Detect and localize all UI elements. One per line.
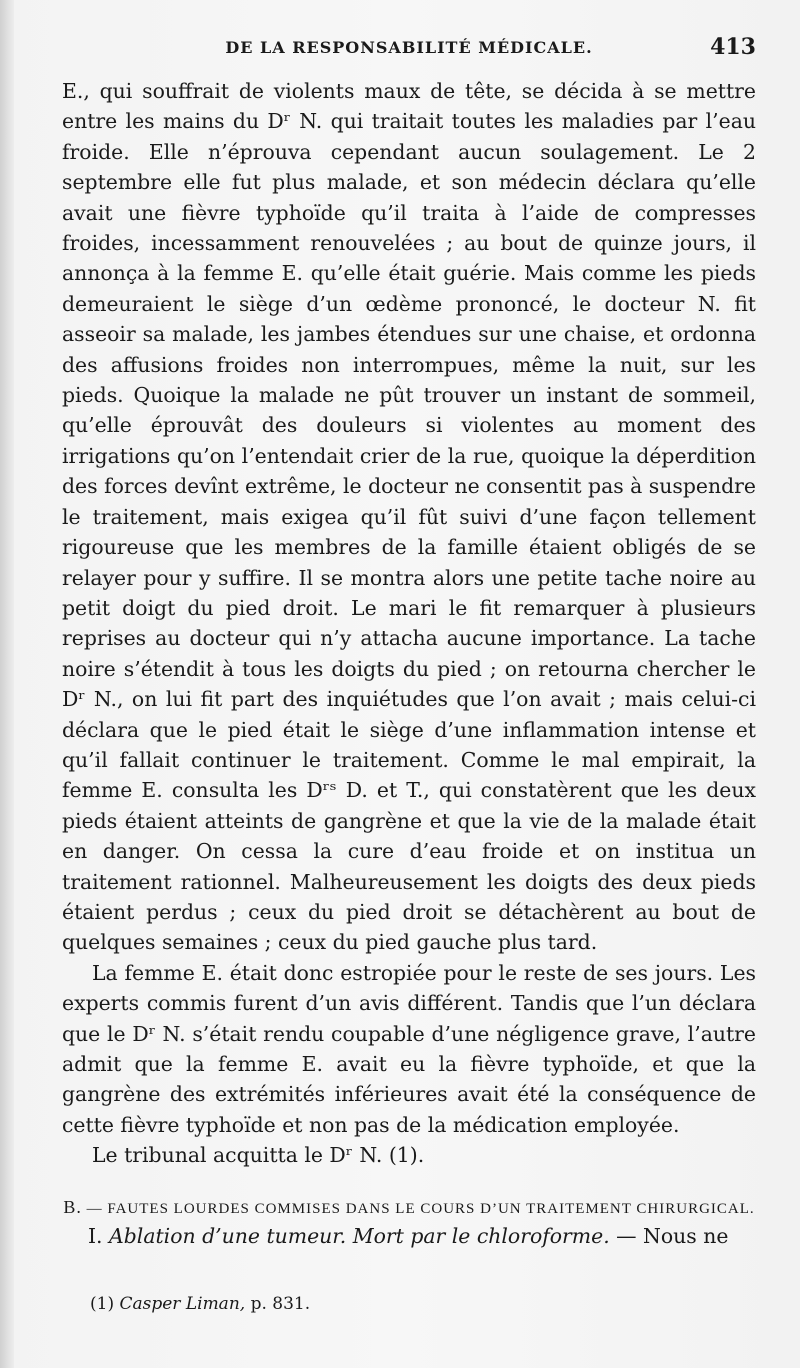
paragraph-expert-opinions: La femme E. était donc estropiée pour le reste de ses jours. Les experts commis furent d’un avis différent. Tandis que l’un déclara que le Dʳ N. s’était rendu coupable d’une négligence grave, l’autre admit que la femme E. avait eu la fièvre typhoïde, et que la gangrène des extrémités inférieures avait été la conséquence de cette fièvre typhoïde et non pas de la médication employée.	[62, 960, 756, 1137]
page-header	[62, 36, 756, 64]
footnote-marker: (1)	[90, 1294, 115, 1314]
paragraph-verdict: Le tribunal acquitta le Dʳ N. (1).	[92, 1143, 425, 1168]
paragraph-case-description: E., qui souffrait de violents maux de tête, se décida à se mettre entre les mains du Dʳ N. qui traitait toutes les maladies par l’eau froide. Elle n’éprouva cependant aucun soulagement. Le 2 septembre elle fut plus malade, et son médecin déclara qu’elle avait une fièvre typhoïde qu’il traita à l’aide de compresses froides, incessamment renouvelées ; au bout de quinze jours, il annonça à la femme E. qu’elle était guérie. Mais comme les pieds demeuraient le siège d’un œdème prononcé, le docteur N. fit asseoir sa malade, les jambes étendues sur une chaise, et ordonna des affusions froides non interrompues, même la nuit, sur les pieds. Quoique la malade ne pût trouver un instant de sommeil, qu’elle éprouvât des douleurs si violentes au moment des irrigations qu’on l’entendait crier de la rue, quoique la déperdition des forces devînt extrême, le docteur ne consentit pas à suspendre le traitement, mais exigea qu’il fût suivi d’une façon tellement rigoureuse que les membres de la famille étaient obligés de se relayer pour y suffire. Il se montra alors une petite tache noire au petit doigt du pied droit. Le mari le fit remarquer à plusieurs reprises au docteur qui n’y attacha aucune importance. La tache noire s’étendit à tous les doigts du pied ; on retourna chercher le Dʳ N., on lui fit part des inquiétudes que l’on avait ; mais celui-ci déclara que le pied était le siège d’une inflammation intense et qu’il fallait continuer le traitement. Comme le mal empirait, la femme E. consulta les Dʳˢ D. et T., qui constatèrent que les deux pieds étaient atteints de gangrène et que la vie de la malade était en danger. On cessa la cure d’eau froide et on institua un traitement rationnel. Malheureusement les doigts des deux pieds étaient perdus ; ceux du pied droit se détachèrent au bout de quelques semaines ; ceux du pied gauche plus tard.	[62, 79, 756, 955]
page-number: 413	[710, 34, 756, 60]
subsection-text: — Nous ne	[616, 1223, 729, 1248]
running-title: DE LA RESPONSABILITÉ MÉDICALE.	[225, 38, 593, 57]
subsection-title: Ablation d’une tumeur. Mort par le chloroforme.	[109, 1223, 610, 1248]
body-text	[62, 76, 756, 1251]
footnote-page: p. 831.	[250, 1294, 311, 1314]
section-letter: B.	[63, 1196, 82, 1217]
footnote-source: Casper Liman,	[119, 1294, 246, 1314]
subsection-heading	[62, 1221, 756, 1251]
footnote	[90, 1294, 310, 1314]
section-title: — FAUTES LOURDES COMMISES DANS LE COURS D’UN TRAITEMENT CHIRURGICAL.	[86, 1200, 755, 1217]
section-heading	[62, 1195, 756, 1221]
subsection-number: I.	[88, 1223, 103, 1248]
page-spine-shadow	[0, 0, 14, 1368]
